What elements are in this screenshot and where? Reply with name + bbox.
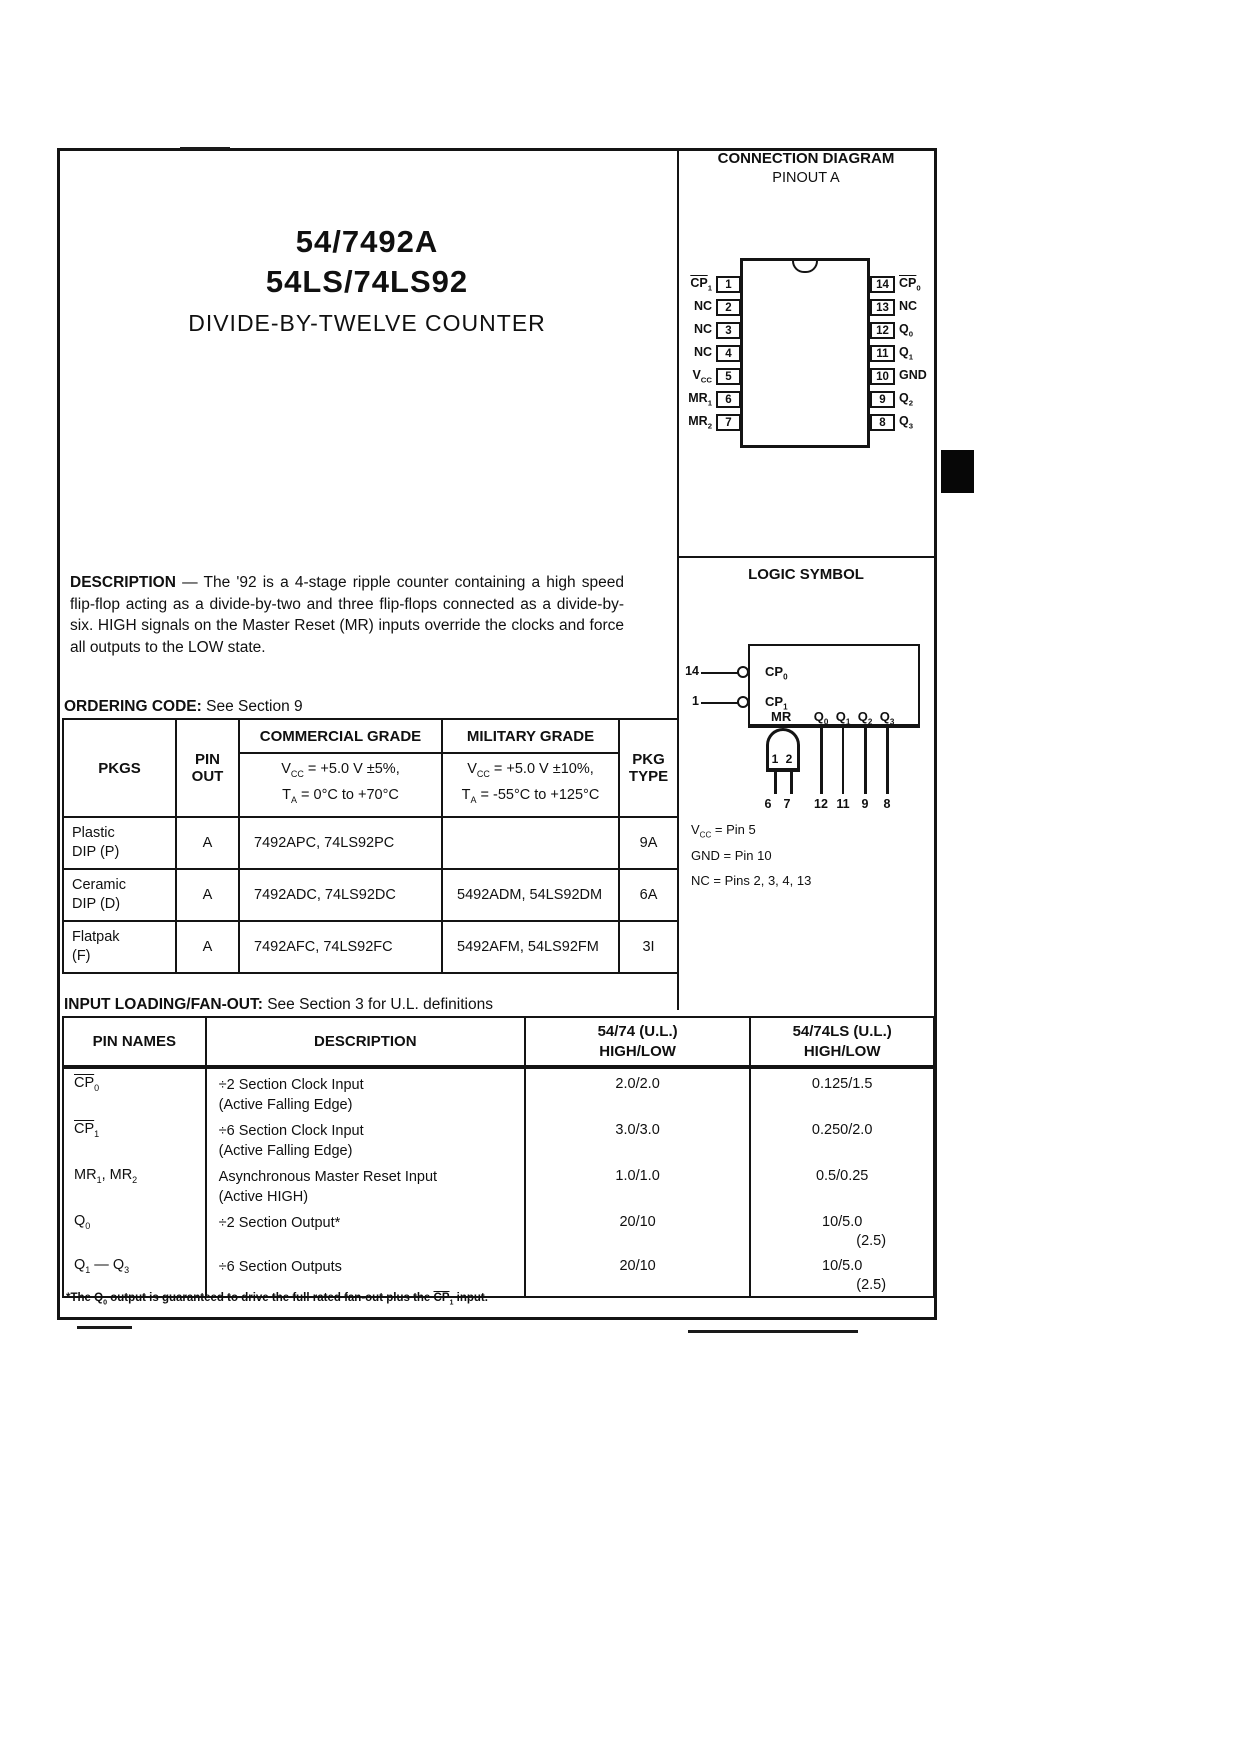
vcc-note: $V_{CC}$ = Pin 5 (691, 822, 756, 840)
pin-notes (691, 820, 921, 897)
cp1-label: $CP_1$ (765, 694, 788, 712)
table-row (63, 1207, 934, 1251)
pin-name-cell: $\overline{CP}_0$ (63, 1067, 206, 1115)
table-row (63, 817, 678, 869)
col-header-pin-out (176, 719, 239, 817)
bottom-pin-7: 7 (783, 797, 791, 811)
input-pin-1: 1 (692, 694, 699, 708)
commercial-cell: 7492APC, 74LS92PC (239, 817, 442, 869)
dip-pin-right-12: 12 $Q_0$ (870, 322, 935, 339)
pin-name-cell: $Q_0$ (63, 1207, 206, 1251)
ordering-code-label: ORDERING CODE: (64, 698, 202, 715)
ul-5474ls-cell: 10/5.0 (2.5) (750, 1207, 934, 1251)
bottom-pin-6: 6 (764, 797, 772, 811)
dip-pin-left-2: NC 2 (677, 299, 741, 316)
pin-number-box: 11 (870, 345, 895, 362)
input-loading-table (62, 1016, 935, 1298)
bottom-pin-11: 11 (836, 797, 850, 811)
col-header-pkgs: PKGS (63, 719, 176, 817)
pin-number-box: 3 (716, 322, 741, 339)
pinout-cell: A (176, 921, 239, 973)
pin-number-box: 9 (870, 391, 895, 408)
ul-5474ls-cell: 0.5/0.25 (750, 1161, 934, 1207)
dip-pin-right-8: 8 $Q_3$ (870, 414, 935, 431)
dip-body (740, 258, 870, 448)
nc-note: NC = Pins 2, 3, 4, 13 (691, 873, 812, 889)
logic-symbol-diagram (677, 630, 935, 892)
pkg-type-cell: 9A (619, 817, 678, 869)
ul-5474-cell: 1.0/1.0 (525, 1161, 750, 1207)
dip-pin-left-7: $MR_2$ 7 (677, 414, 741, 431)
bottom-pin-12: 12 (814, 797, 828, 811)
col-header-description: DESCRIPTION (206, 1017, 525, 1067)
input-line-1 (701, 702, 739, 704)
q3-label: $Q_3$ (879, 709, 895, 727)
q1-label: $Q_1$ (835, 709, 851, 727)
pkg-type-cell: 6A (619, 869, 678, 921)
part-number-line2: 54LS/74LS92 (265, 264, 469, 299)
col-header-5474ls: 54/74LS (U.L.) HIGH/LOW (750, 1017, 934, 1067)
gate-leg (774, 772, 777, 794)
military-cell: 5492AFM, 54LS92FM (442, 921, 619, 973)
commercial-cell: 7492AFC, 74LS92FC (239, 921, 442, 973)
scan-artifact (77, 1326, 132, 1329)
dip-pin-right-9: 9 $Q_2$ (870, 391, 935, 408)
description-label: DESCRIPTION (70, 574, 176, 591)
right-column-divider (679, 556, 935, 558)
commercial-cell: 7492ADC, 74LS92DC (239, 869, 442, 921)
pin-number-box: 2 (716, 299, 741, 316)
pinout-cell: A (176, 817, 239, 869)
pin-number-box: 7 (716, 414, 741, 431)
and-gate: 1 2 (766, 728, 800, 772)
dip-pin-left-5: $V_{CC}$ 5 (677, 368, 741, 385)
ul-5474ls-cell: 0.125/1.5 (750, 1067, 934, 1115)
pin-number-box: 4 (716, 345, 741, 362)
pkg-type-line1: PKG (632, 751, 665, 768)
title-block (57, 222, 677, 337)
pin-out-line1: PIN (194, 751, 220, 768)
dip-package-diagram (677, 236, 935, 472)
gnd-note: GND = Pin 10 (691, 847, 772, 863)
dip-pin-right-14: 14 $\overline{CP}_0$ (870, 276, 935, 293)
logic-symbol-title: LOGIC SYMBOL (748, 566, 864, 583)
q0-line (820, 728, 823, 794)
pkg-cell: Plastic DIP (P) (63, 817, 176, 869)
q2-label: $Q_2$ (857, 709, 873, 727)
ul-5474ls-cell: 10/5.0 (2.5) (750, 1251, 934, 1297)
ordering-table (62, 718, 679, 974)
description-cell: ÷6 Section Outputs (206, 1251, 525, 1297)
pin-number-box: 5 (716, 368, 741, 385)
dip-pin-right-13: 13 NC (870, 299, 935, 316)
description-text: — The '92 is a 4-stage ripple counter containing a high speed flip-flop acting as a divide-by-two and three flip-flops connected as a divide-by-six. HIGH signals on the Master Reset (MR) inputs override the clocks and force all outputs to the LOW state. (70, 574, 624, 656)
pin-number-box: 10 (870, 368, 895, 385)
description-cell: Asynchronous Master Reset Input (Active HIGH) (206, 1161, 525, 1207)
pin-name-cell: $Q_1$ — $Q_3$ (63, 1251, 206, 1297)
pkg-cell: Ceramic DIP (D) (63, 869, 176, 921)
pin-number-box: 1 (716, 276, 741, 293)
pin-number-box: 14 (870, 276, 895, 293)
pin-number-box: 8 (870, 414, 895, 431)
col-header-pin-names: PIN NAMES (63, 1017, 206, 1067)
part-number-line1: 54/7492A (295, 224, 439, 259)
description-paragraph (70, 572, 624, 658)
table-row (63, 1161, 934, 1207)
dip-pin-right-11: 11 $Q_1$ (870, 345, 935, 362)
military-conditions: $V_{CC} = +5.0$ V ±10%, $T_A = -55^\circ C$ to +125°C (442, 753, 619, 817)
bottom-pin-9: 9 (861, 797, 869, 811)
ordering-code-heading (64, 698, 303, 716)
table-row (63, 1115, 934, 1161)
input-loading-heading (64, 996, 493, 1014)
description-cell: ÷2 Section Output* (206, 1207, 525, 1251)
table-row (63, 1067, 934, 1115)
ul-5474-cell: 20/10 (525, 1251, 750, 1297)
military-cell (442, 817, 619, 869)
cp0-label: $CP_0$ (765, 664, 788, 682)
col-header-5474: 54/74 (U.L.) HIGH/LOW (525, 1017, 750, 1067)
scan-artifact (180, 147, 230, 150)
gate-leg (790, 772, 793, 794)
input-loading-label: INPUT LOADING/FAN-OUT: (64, 996, 263, 1013)
q1-line (842, 728, 844, 794)
pkg-cell: Flatpak (F) (63, 921, 176, 973)
ul-5474-cell: 2.0/2.0 (525, 1067, 750, 1115)
footnote: *The $Q_0$ output is guaranteed to drive the full rated fan-out plus the $\overline{CP}_1$ input. (66, 1292, 488, 1307)
q3-line (886, 728, 889, 794)
ul-5474-cell: 3.0/3.0 (525, 1115, 750, 1161)
ul-5474ls-cell: 0.250/2.0 (750, 1115, 934, 1161)
table-row (63, 869, 678, 921)
q2-line (864, 728, 867, 794)
col-header-pkg-type (619, 719, 678, 817)
pinout-cell: A (176, 869, 239, 921)
mr-label: MR (771, 709, 792, 724)
dip-pin-left-4: NC 4 (677, 345, 741, 362)
input-pin-14: 14 (685, 664, 699, 678)
pinout-a-subtitle: PINOUT A (772, 170, 840, 186)
dip-pin-left-6: $MR_1$ 6 (677, 391, 741, 408)
ordering-code-note: See Section 9 (206, 698, 303, 715)
dip-pin-left-3: NC 3 (677, 322, 741, 339)
pkg-type-line2: TYPE (628, 768, 669, 785)
dip-pin-right-10: 10 GND (870, 368, 935, 385)
scan-artifact (688, 1330, 858, 1333)
military-cell: 5492ADM, 54LS92DM (442, 869, 619, 921)
connection-diagram-title: CONNECTION DIAGRAM (717, 150, 895, 167)
col-header-commercial: COMMERCIAL GRADE (239, 719, 442, 753)
table-row (63, 921, 678, 973)
input-loading-note: See Section 3 for U.L. definitions (267, 996, 493, 1013)
description-cell: ÷2 Section Clock Input (Active Falling Edge) (206, 1067, 525, 1115)
pin-number-box: 13 (870, 299, 895, 316)
q0-label: $Q_0$ (813, 709, 829, 727)
pin-name-cell: $MR_1$, $MR_2$ (63, 1161, 206, 1207)
commercial-conditions: $V_{CC} = +5.0$ V ±5%, $T_A = 0^\circ C$ to +70°C (239, 753, 442, 817)
bottom-pin-8: 8 (883, 797, 891, 811)
pin-name-cell: $\overline{CP}_1$ (63, 1115, 206, 1161)
dip-pin-left-1: $\overline{CP}_1$ 1 (677, 276, 741, 293)
pkg-type-cell: 3I (619, 921, 678, 973)
description-cell: ÷6 Section Clock Input (Active Falling Edge) (206, 1115, 525, 1161)
pin-number-box: 12 (870, 322, 895, 339)
col-header-military: MILITARY GRADE (442, 719, 619, 753)
pin-out-line2: OUT (191, 768, 224, 785)
ul-5474-cell: 20/10 (525, 1207, 750, 1251)
pin-number-box: 6 (716, 391, 741, 408)
input-line-14 (701, 672, 739, 674)
table-row (63, 1251, 934, 1297)
page-title: DIVIDE-BY-TWELVE COUNTER (188, 310, 546, 336)
section-tab (941, 450, 974, 493)
